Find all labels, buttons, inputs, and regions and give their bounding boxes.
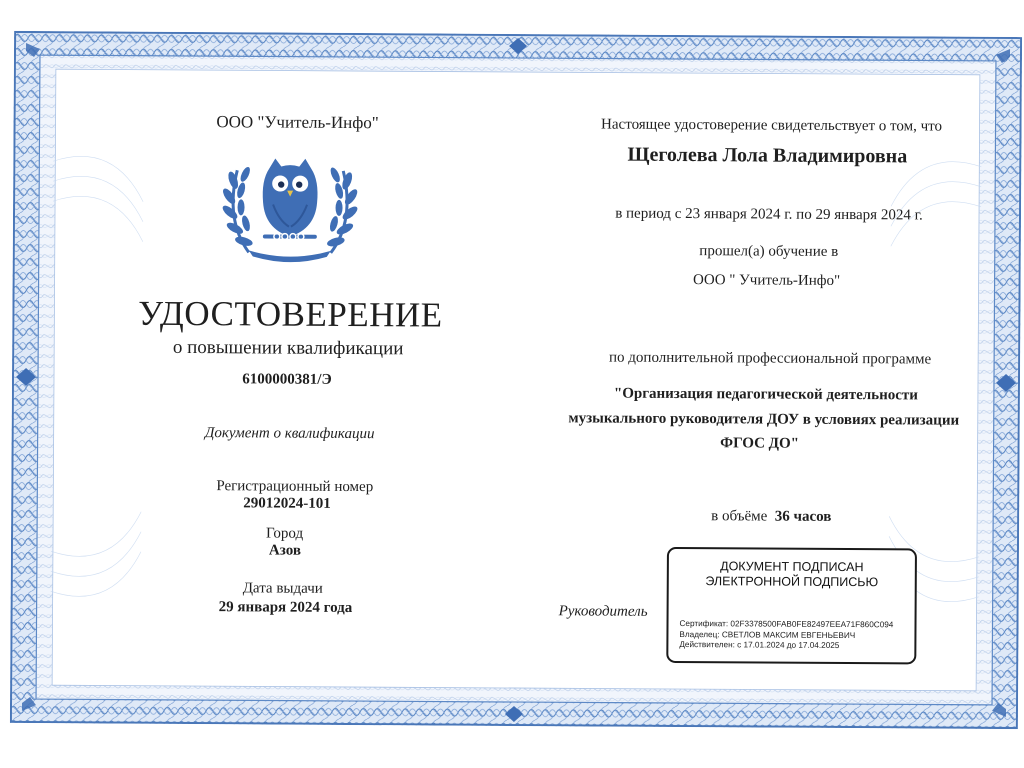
program-title-line2: музыкального руководителя ДОУ в условиях реализации bbox=[568, 410, 960, 429]
training-period: в период с 23 января 2024 г. по 29 января 2024 г. bbox=[615, 205, 923, 224]
program-title-line1: "Организация педагогической деятельности bbox=[613, 385, 918, 404]
completed-text: прошел(а) обучение в bbox=[699, 243, 839, 260]
program-title-line3: ФГОС ДО" bbox=[720, 435, 800, 452]
signature-header-line1: ДОКУМЕНТ ПОДПИСАН bbox=[720, 559, 864, 575]
volume-row bbox=[711, 508, 831, 526]
signature-validity: Действителен: с 17.01.2024 до 17.04.2025 bbox=[679, 640, 840, 650]
issuer-organization: ООО "Учитель-Инфо" bbox=[216, 112, 379, 133]
program-intro: по дополнительной профессиональной программе bbox=[609, 349, 932, 368]
issue-date-label: Дата выдачи bbox=[242, 580, 323, 597]
document-title: УДОСТОВЕРЕНИЕ bbox=[138, 293, 443, 335]
owl-emblem bbox=[219, 150, 362, 263]
intro-text: Настоящее удостоверение свидетельствует о том, что bbox=[601, 116, 943, 135]
certificate-number: 6100000381/Э bbox=[242, 371, 332, 388]
volume-label: в объёме bbox=[711, 508, 768, 525]
volume-value: 36 часов bbox=[774, 508, 832, 525]
electronic-signature-stamp bbox=[666, 547, 917, 665]
signature-certificate: Сертификат: 02F3378500FAB0FE82497EEA71F860C094 bbox=[679, 619, 894, 630]
city-value: Азов bbox=[268, 542, 302, 559]
city-label: Город bbox=[266, 525, 304, 542]
holder-name: Щеголева Лола Владимировна bbox=[627, 143, 908, 168]
registration-label: Регистрационный номер bbox=[216, 478, 374, 496]
registration-number: 29012024-101 bbox=[243, 495, 331, 512]
issue-date: 29 января 2024 года bbox=[218, 599, 353, 617]
training-organization: ООО " Учитель-Инфо" bbox=[693, 272, 841, 289]
document-type: Документ о квалификации bbox=[204, 425, 375, 443]
signature-owner: Владелец: СВЕТЛОВ МАКСИМ ЕВГЕНЬЕВИЧ bbox=[679, 629, 856, 640]
document-subtitle: о повышении квалификации bbox=[172, 336, 404, 360]
director-label: Руководитель bbox=[558, 603, 648, 620]
signature-header-line2: ЭЛЕКТРОННОЙ ПОДПИСЬЮ bbox=[705, 574, 879, 590]
certificate-sheet bbox=[10, 31, 1022, 729]
